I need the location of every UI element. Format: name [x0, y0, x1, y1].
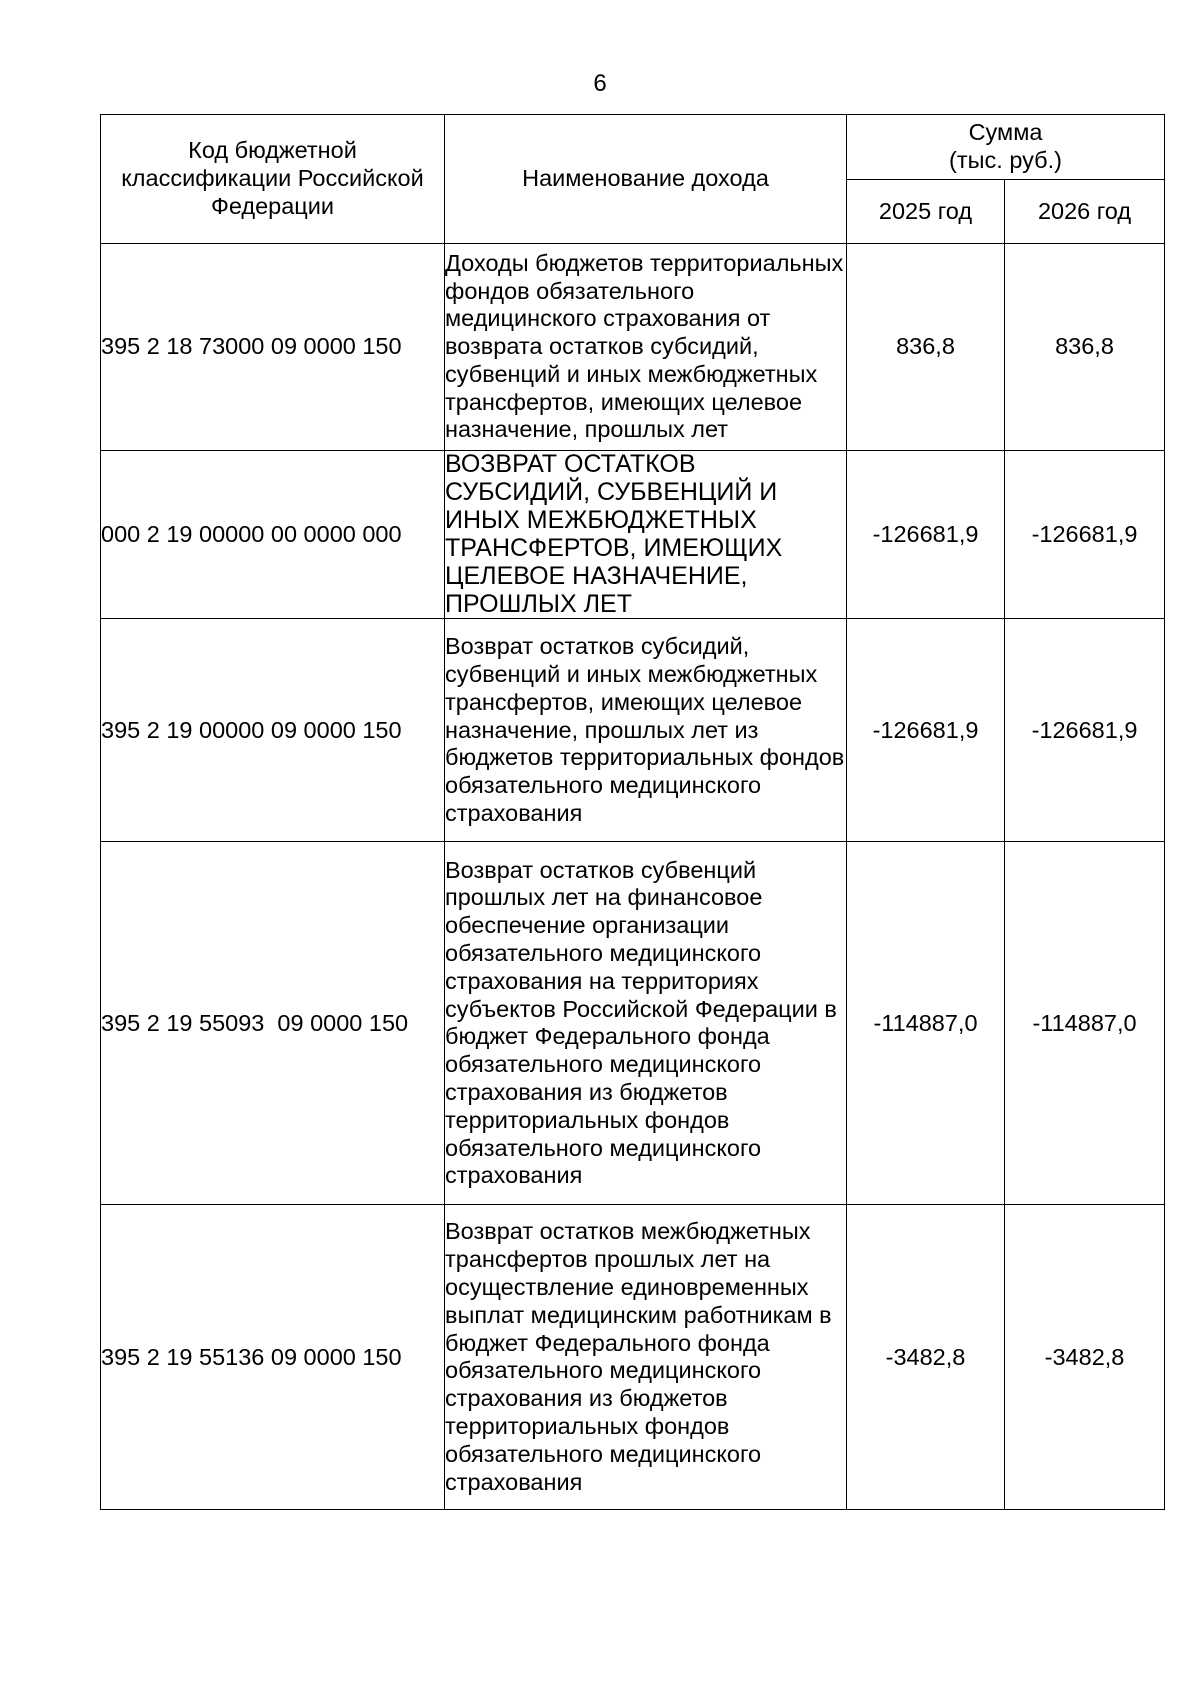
table-row — [101, 244, 1165, 451]
table-row — [101, 619, 1165, 842]
row-name: ВОЗВРАТ ОСТАТКОВ СУБСИДИЙ, СУБВЕНЦИЙ И ИНЫХ МЕЖБЮДЖЕТНЫХ ТРАНСФЕРТОВ, ИМЕЮЩИХ ЦЕЛЕВОЕ НАЗНАЧЕНИЕ, ПРОШЛЫХ ЛЕТ — [445, 451, 847, 619]
header-year-2025: 2025 год — [847, 180, 1005, 244]
row-code: 000 2 19 00000 00 0000 000 — [101, 451, 445, 619]
row-value-2025: 836,8 — [847, 244, 1005, 451]
row-value-2026: -114887,0 — [1005, 842, 1165, 1205]
header-sum-title: Сумма — [968, 119, 1043, 146]
row-value-2026: 836,8 — [1005, 244, 1165, 451]
row-code: 395 2 19 00000 09 0000 150 — [101, 619, 445, 842]
row-value-2026: -126681,9 — [1005, 619, 1165, 842]
row-code: 395 2 18 73000 09 0000 150 — [101, 244, 445, 451]
table-header — [101, 115, 1165, 244]
row-value-2026: -3482,8 — [1005, 1205, 1165, 1510]
header-code: Код бюджетной классификации Российской Федерации — [101, 115, 445, 244]
row-name: Возврат остатков межбюджетных трансфертов прошлых лет на осуществление единовременных выплат медицинским работникам в бюджет Федерального фонда обязательного медицинского страхования из бюджетов территориальных фондов обязательного медицинского страхования — [445, 1205, 847, 1510]
budget-income-table — [100, 114, 1165, 1510]
header-sum — [847, 115, 1165, 180]
row-name: Доходы бюджетов территориальных фондов обязательного медицинского страхования от возврата остатков субсидий, субвенций и иных межбюджетных трансфертов, имеющих целевое назначение, прошлых лет — [445, 244, 847, 451]
table-body — [101, 244, 1165, 1510]
row-value-2025: -3482,8 — [847, 1205, 1005, 1510]
row-code: 395 2 19 55136 09 0000 150 — [101, 1205, 445, 1510]
page-number: 6 — [593, 70, 607, 97]
header-year-2026: 2026 год — [1005, 180, 1165, 244]
row-value-2025: -126681,9 — [847, 619, 1005, 842]
table-row — [101, 451, 1165, 619]
table-row — [101, 842, 1165, 1205]
row-name: Возврат остатков субсидий, субвенций и иных межбюджетных трансфертов, имеющих целевое назначение, прошлых лет из бюджетов территориальных фондов обязательного медицинского страхования — [445, 619, 847, 842]
row-code: 395 2 19 55093 09 0000 150 — [101, 842, 445, 1205]
row-value-2025: -126681,9 — [847, 451, 1005, 619]
header-name: Наименование дохода — [445, 115, 847, 244]
table-row — [101, 1205, 1165, 1510]
row-value-2026: -126681,9 — [1005, 451, 1165, 619]
row-value-2025: -114887,0 — [847, 842, 1005, 1205]
header-sum-unit: (тыс. руб.) — [949, 147, 1062, 173]
row-name: Возврат остатков субвенций прошлых лет на финансовое обеспечение организации обязательного медицинского страхования на территориях субъектов Российской Федерации в бюджет Федерального фонда обязательного медицинского страхования из бюджетов территориальных фондов обязательного медицинского страхования — [445, 842, 847, 1205]
